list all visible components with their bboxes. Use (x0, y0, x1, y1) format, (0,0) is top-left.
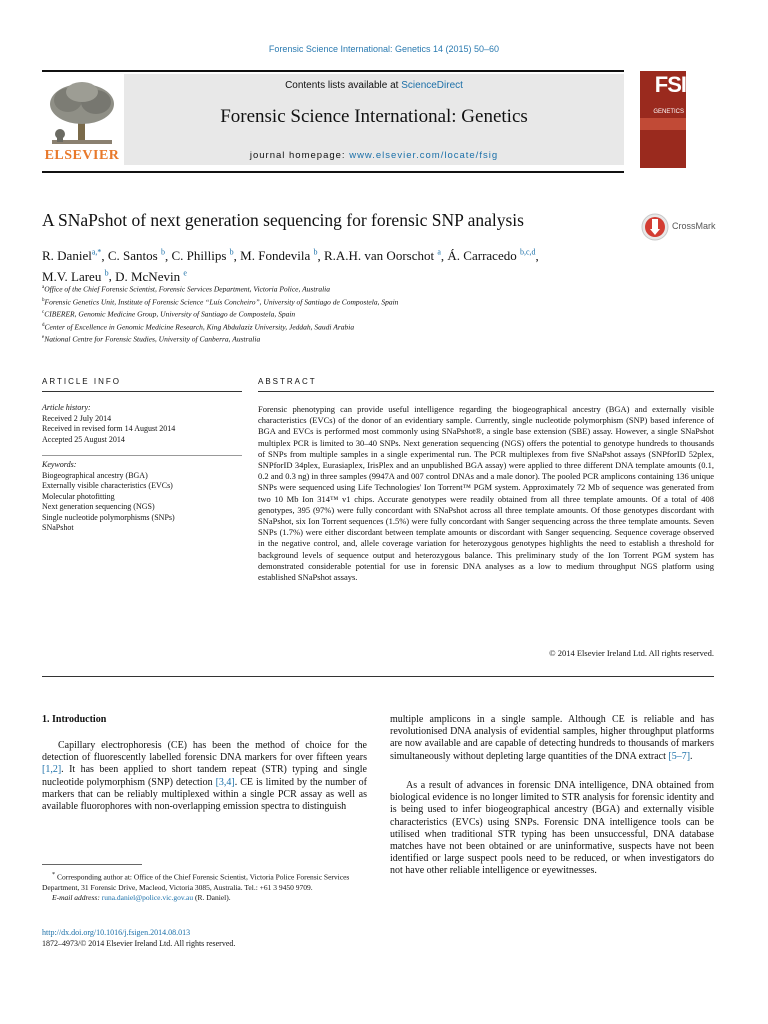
sciencedirect-link[interactable]: ScienceDirect (401, 80, 463, 91)
keyword: Single nucleotide polymorphisms (SNPs) (42, 512, 175, 522)
intro-paragraph-continued: multiple amplicons in a single sample. Although CE is reliable and has revolutionised DNA analysis of evidential samples, higher throughput platforms are now available and are capable of detecting hundreds to thousands of markers simultaneously without depleting large quantities of the DNA extract [5–7]. (390, 714, 714, 762)
abstract-copyright: © 2014 Elsevier Ireland Ltd. All rights reserved. (549, 648, 714, 658)
citation-link[interactable]: [3,4] (215, 776, 235, 788)
keyword: Externally visible characteristics (EVCs) (42, 481, 173, 490)
history-item: Received 2 July 2014 (42, 413, 112, 423)
article-info-heading: ARTICLE INFO (42, 377, 121, 386)
affiliation: $^a$Office of the Chief Forensic Scientist, Forensic Services Department, Victoria Police, Australia (42, 284, 331, 294)
keyword: SNaPshot (42, 523, 74, 532)
keyword: Next generation sequencing (NGS) (42, 502, 155, 511)
homepage-link[interactable]: www.elsevier.com/locate/fsig (349, 150, 499, 161)
affiliation: $^e$National Centre for Forensic Studies, University of Canberra, Australia (42, 334, 261, 344)
homepage-prefix: journal homepage: (249, 150, 350, 161)
cover-band (640, 118, 686, 130)
author-list: R. Daniel$^{a,*}$, C. Santos $^b$, C. Phillips $^b$, M. Fondevila $^b$, R.A.H. van Oorschot $^a$, Á. Carracedo $^{b,c,d}$, M.V. Lareu $^b$, D. McNevin $^e$ (42, 248, 539, 284)
history-item: Accepted 25 August 2014 (42, 434, 125, 444)
divider (42, 455, 242, 456)
article-history (42, 403, 242, 445)
affiliation: $^c$CIBERER, Genomic Medicine Group, University of Santiago de Compostela, Spain (42, 309, 296, 319)
author[interactable]: C. Phillips $^b$ (171, 248, 234, 264)
article-title: A SNaPshot of next generation sequencing for forensic SNP analysis (42, 210, 524, 230)
contents-prefix: Contents lists available at (285, 80, 402, 91)
contents-line (124, 80, 624, 91)
citation-link[interactable]: [1,2] (42, 764, 62, 776)
affiliation: $^b$Forensic Genetics Unit, Institute of Forensic Science “Luís Concheiro”, University of Santiago de Compostela, Spain (42, 297, 399, 306)
affiliations (42, 282, 682, 345)
doi-block (42, 927, 367, 949)
author[interactable]: R. Daniel$^{a,*}$ (42, 248, 102, 264)
abstract-text: Forensic phenotyping can provide useful intelligence regarding the biogeographical ancestry (BGA) and externally visible characteristics (EVCs) of the donor of an evidentiary sample. Currently, single nucleotide polymorphism (SNP) based inference of BGA and EVCs is performed most commonly using SNaPshot®, a single base extension (SBE) assay. However, a single SNaPshot multiplex PCR is limited to 30–40 SNPs. Next generation sequencing (NGS) offers the potential to genotype hundreds to thousands of SNPs from multiple samples in a single experimental run. The PCR multiplexes from five SNaPshot assays (SNPforID 52plex, SNPforID 34plex, Eurasiaplex, IrisPlex and an unpublished BGA assay) were applied to three different DNA template amounts (0.1, 0.2 and 0.3 ng) in three samples (9947A and 007 control DNAs and a male donor). The pooled PCR amplicons containing 136 unique SNPs were sequenced using Life Technologies' Ion Torrent™ PGM system. Approximately 72 Mb of sequence was generated from two 10 Mb Ion 314™ v1 chips. Accurate genotypes were readily obtained from all three template amounts. Of a total of 408 genotypes, 395 (97%) were fully concordant with SNaPshot across all three template amounts. Of those genotypes discordant with SNaPshot, six Ion Torrent sequences (1.5%) were fully concordant with Sanger sequencing across the three template amounts. Seven SNPs (1.7%) were either discordant between template amounts or discordant with Sanger sequencing. Sequence coverage observed in the negative control, and, allele coverage variation for heterozygous genotypes highlights the need to establish a threshold for background levels of sequence output and heterozygous balance. This preliminary study of the Ion Torrent PGM system has demonstrated considerable potential for use in forensic DNA analyses as a low to medium throughput NGS platform using established SNaPshot assays. (258, 404, 714, 583)
intro-paragraph: As a result of advances in forensic DNA intelligence, DNA obtained from biological evidence is no longer limited to STR analysis for forensic identity and is being used to infer biogeographical ancestry (BGA) and externally visible characteristics (EVCs) using SNPs. Forensic DNA intelligence tools can be utilised when traditional STR typing has been unsuccessful, DNA database matches have not been obtained or are uninformative, suspects have not been identified or large suspect pools need to be reduced, or when investigators do not have other reliable intelligence or eyewitnesses. (390, 780, 714, 877)
divider (42, 391, 242, 392)
history-label: Article history: (42, 403, 91, 412)
keywords (42, 460, 242, 534)
author[interactable]: D. McNevin $^e$ (115, 268, 187, 284)
journal-homepage (124, 150, 624, 161)
history-item: Received in revised form 14 August 2014 (42, 424, 176, 433)
author[interactable]: R.A.H. van Oorschot $^a$ (323, 248, 441, 264)
crossmark-icon (640, 212, 670, 242)
corresponding-author-footnote: * Corresponding author at: Office of the Chief Forensic Scientist, Victoria Police Forensic Services Department, 31 Forensic Drive, Macleod, Victoria 3085, Australia. Tel.: +61 3 9450 9709. E-mail address: runa.daniel@police.vic.gov.au (R. Daniel). (42, 871, 350, 902)
footnote-rule (42, 864, 142, 865)
affiliation: $^d$Center of Excellence in Genomic Medicine Research, King Abdulaziz University, Jeddah, Saudi Arabia (42, 322, 355, 331)
cover-subtitle: GENETICS (653, 109, 684, 115)
citation-link[interactable]: [5–7] (668, 750, 691, 762)
keyword: Molecular photofitting (42, 491, 115, 501)
divider (258, 391, 714, 392)
author[interactable]: M.V. Lareu $^b$ (42, 268, 109, 284)
crossmark-badge[interactable] (640, 212, 740, 242)
elsevier-wordmark: ELSEVIER (44, 148, 120, 163)
cover-title: FSI (654, 72, 686, 97)
section-heading-introduction: 1. Introduction (42, 714, 107, 725)
keyword: Biogeographical ancestry (BGA) (42, 470, 148, 480)
intro-paragraph: Capillary electrophoresis (CE) has been the method of choice for the detection of fluorescently labelled forensic DNA markers for over fifteen years [1,2]. It has been applied to short tandem repeat (STR) typing and single nucleotide polymorphism (SNP) detection [3,4]. CE is limited by the number of markers that can be reliably multiplexed within a single PCR assay as well as available fluorophores with non-overlapping emission spectra to distinguish (42, 740, 368, 813)
journal-reference[interactable]: Forensic Science International: Genetics 14 (2015) 50–60 (268, 44, 500, 54)
crossmark-label: CrossMark (672, 221, 716, 231)
abstract-heading: ABSTRACT (258, 377, 317, 386)
email-link[interactable]: runa.daniel@police.vic.gov.au (101, 892, 194, 902)
author[interactable]: M. Fondevila $^b$ (240, 248, 318, 264)
journal-title: Forensic Science International: Genetics (220, 106, 528, 127)
divider (42, 676, 714, 677)
issn-line: 1872–4973/© 2014 Elsevier Ireland Ltd. All rights reserved. (42, 939, 236, 948)
author[interactable]: C. Santos $^b$ (107, 248, 165, 264)
author[interactable]: Á. Carracedo $^{b,c,d}$ (447, 248, 536, 264)
doi-link[interactable]: http://dx.doi.org/10.1016/j.fsigen.2014.08.013 (42, 928, 191, 937)
keywords-label: Keywords: (42, 460, 77, 469)
